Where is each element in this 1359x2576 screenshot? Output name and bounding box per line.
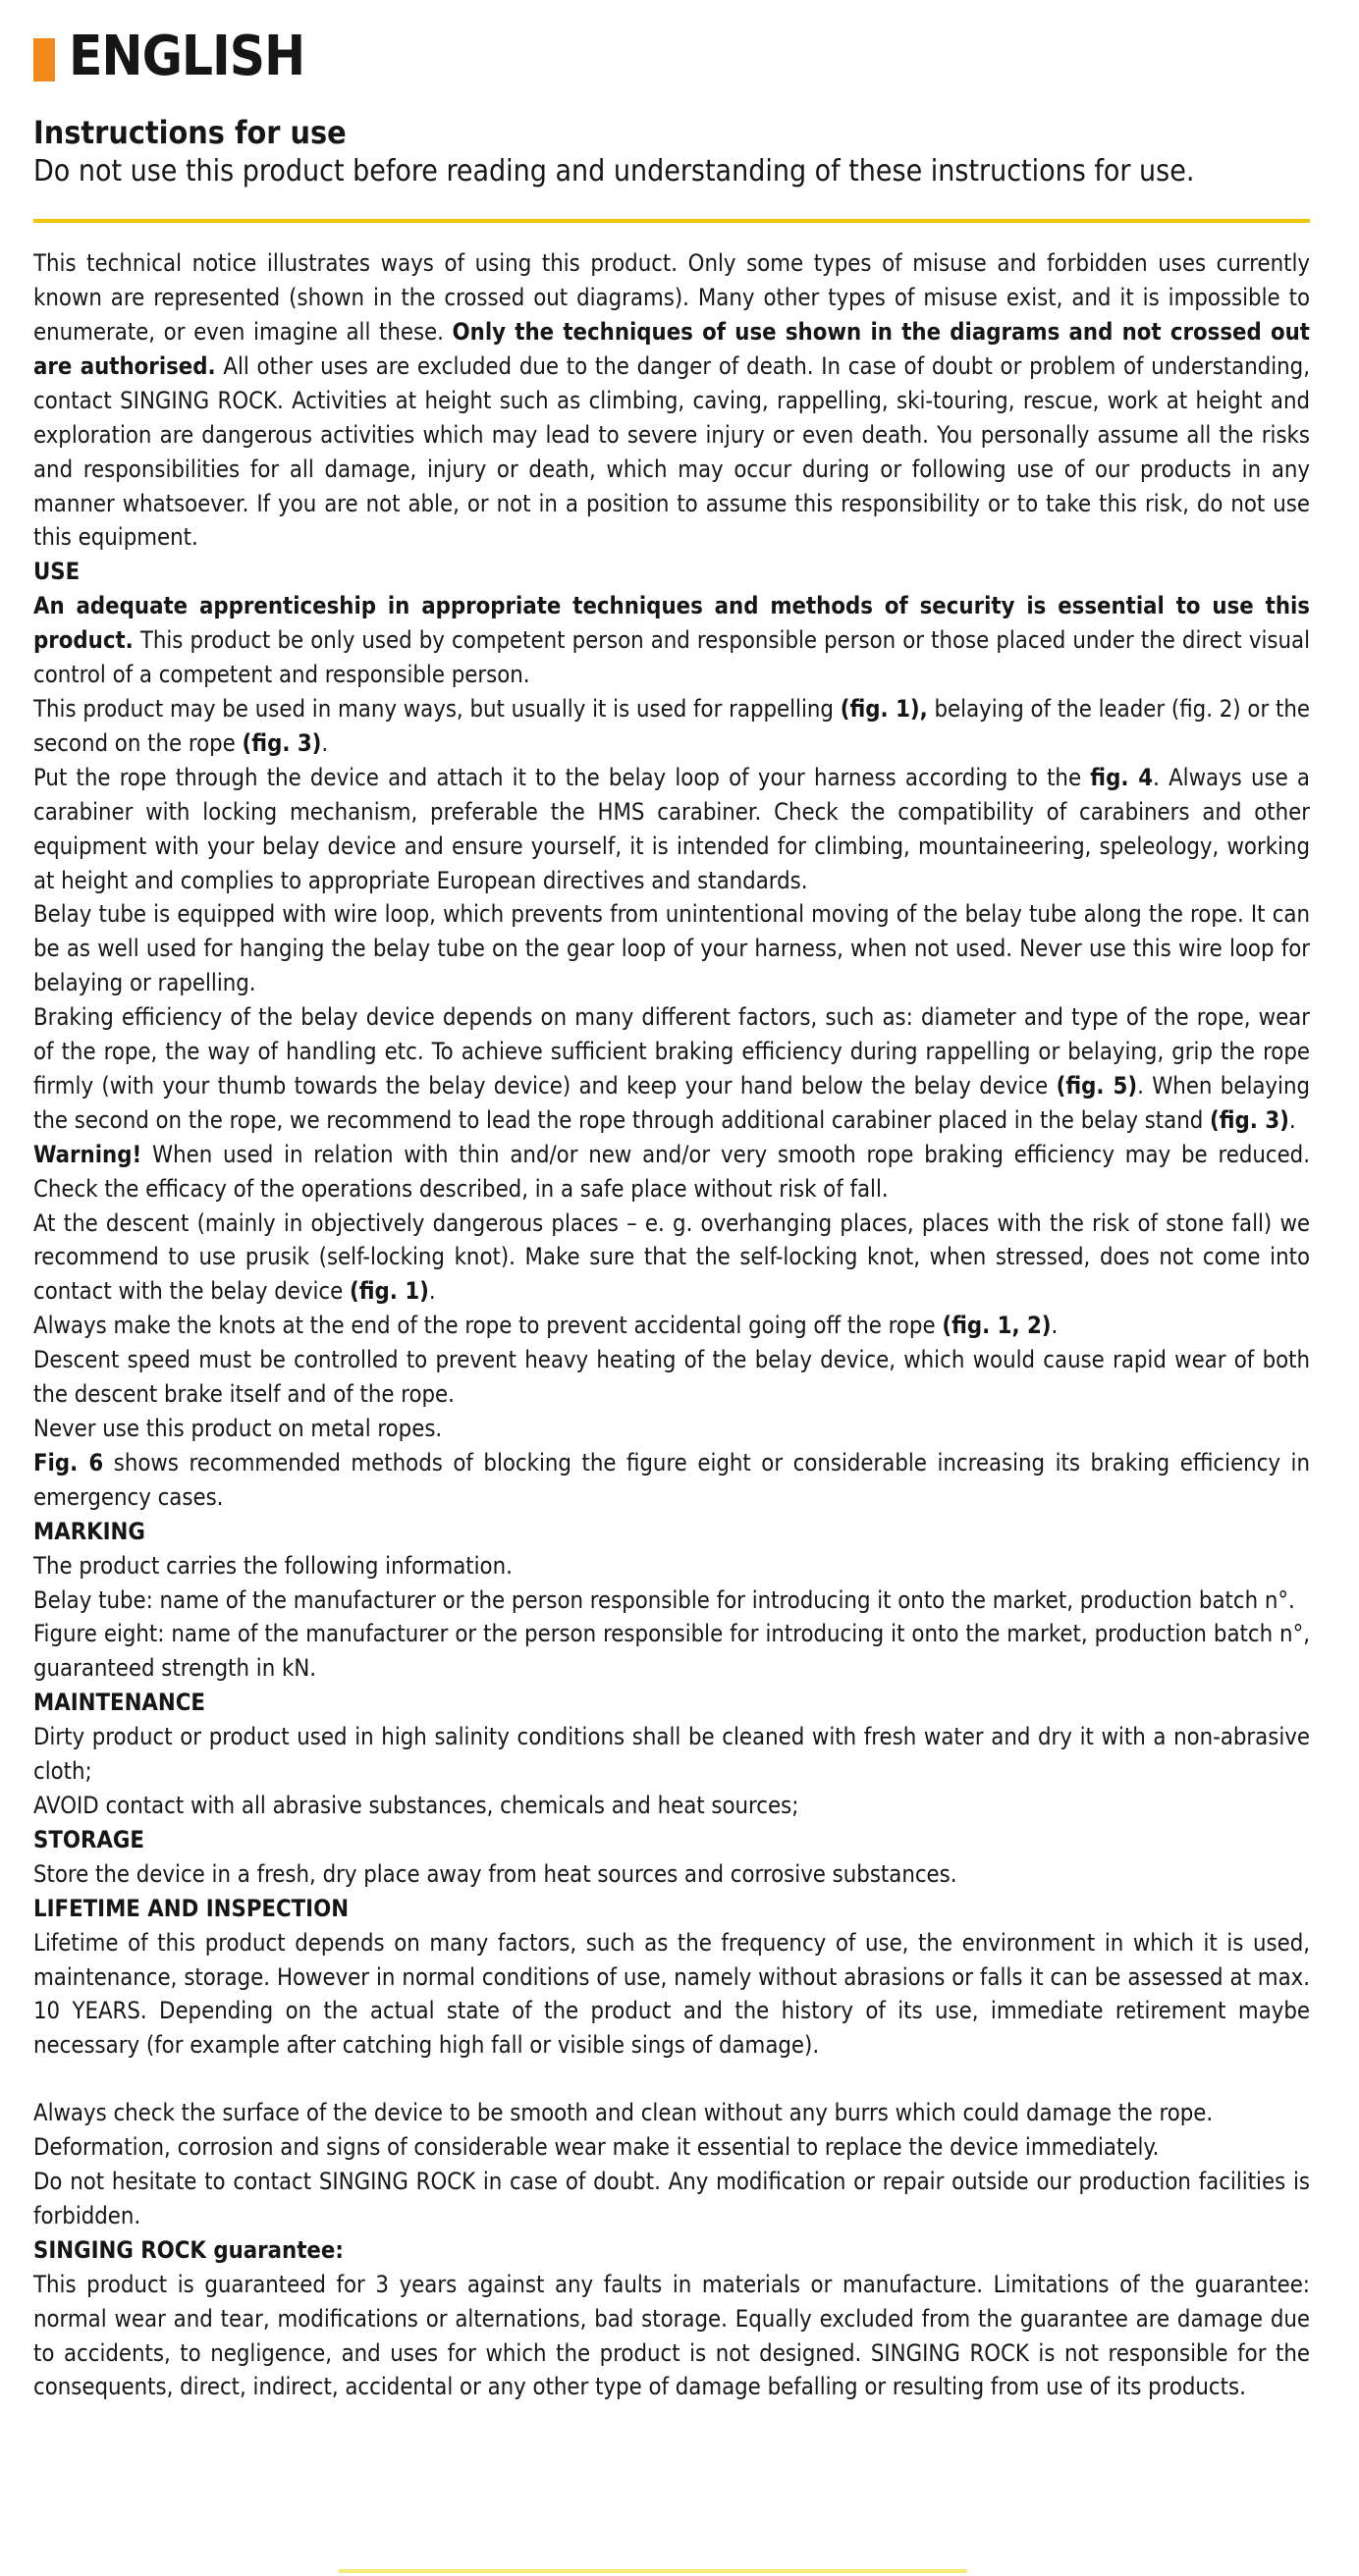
use-heading: USE: [33, 558, 81, 586]
maintenance-paragraph-1: Dirty product or product used in high salinity conditions shall be cleaned with fresh water and dry it with a non-abrasive cloth;: [33, 1723, 1310, 1786]
bottom-divider: [339, 2569, 967, 2573]
use-paragraph-11: Fig. 6 shows recommended methods of blocking the figure eight or considerable increasing its braking efficiency in emergency cases.: [33, 1448, 1310, 1511]
lifetime-paragraph-3: Deformation, corrosion and signs of considerable wear make it essential to replace the device immediately.: [33, 2133, 1160, 2162]
document-title: Instructions for use: [33, 114, 347, 151]
intro-paragraph: This technical notice illustrates ways of using this product. Only some types of misuse and forbidden uses currently known are represented (shown in the crossed out diagrams). Many other types of misuse exist, and it is impossible to enumerate, or even imagine all these. Only the techniques of use shown in the diagrams and not crossed out are authorised. All other uses are excluded due to the danger of death. In case of doubt or problem of understanding, contact SINGING ROCK. Activities at height such as climbing, caving, rappelling, ski-touring, rescue, work at height and exploration are dangerous activities which may lead to severe injury or even death. You personally assume all the risks and responsibilities for all damage, injury or death, which may occur during or following use of our products in any manner whatsoever. If you are not able, or not in a position to assume this responsibility or to take this risk, do not use this equipment.: [33, 249, 1310, 552]
document-body: [33, 246, 1310, 2404]
use-paragraph-9: Descent speed must be controlled to prevent heavy heating of the belay device, which would cause rapid wear of both the descent brake itself and of the rope.: [33, 1346, 1310, 1409]
lifetime-paragraph-4: Do not hesitate to contact SINGING ROCK in case of doubt. Any modification or repair outside our production facilities is forbidden.: [33, 2168, 1310, 2229]
use-paragraph-1: An adequate apprenticeship in appropriate techniques and methods of security is essential to use this product. This product be only used by competent person and responsible person or those placed under the direct visual control of a competent and responsible person.: [33, 592, 1310, 689]
lifetime-paragraph-1: Lifetime of this product depends on many factors, such as the frequency of use, the environment in which it is used, maintenance, storage. However in normal conditions of use, namely without abrasions or falls it can be assessed at max. 10 YEARS. Depending on the actual state of the product and the history of its use, immediate retirement maybe necessary (for example after catching high fall or visible sings of damage).: [33, 1928, 1310, 2060]
storage-heading: STORAGE: [33, 1825, 144, 1853]
header-divider: [33, 219, 1310, 223]
use-paragraph-3: Put the rope through the device and attach it to the belay loop of your harness according to the fig. 4. Always use a carabiner with locking mechanism, preferable the HMS carabiner. Check the compatibility of carabiners and other equipment with your belay device and ensure yourself, it is intended for climbing, mountaineering, speleology, working at height and complies to appropriate European directives and standards.: [33, 763, 1310, 894]
language-accent-bar: [33, 38, 55, 81]
use-paragraph-2: This product may be used in many ways, but usually it is used for rappelling (fig. 1), belaying of the leader (fig. 2) or the second on the rope (fig. 3).: [33, 694, 1310, 757]
storage-paragraph-1: Store the device in a fresh, dry place away from heat sources and corrosive substances.: [33, 1859, 957, 1888]
use-paragraph-5: Braking efficiency of the belay device depends on many different factors, such as: diameter and type of the rope, wear of the rope, the way of handling etc. To achieve sufficient braking efficiency during rappelling or belaying, grip the rope firmly (with your thumb towards the belay device) and keep your hand below the belay device (fig. 5). When belaying the second on the rope, we recommend to lead the rope through additional carabiner placed in the belay stand (fig. 3).: [33, 1003, 1311, 1134]
use-paragraph-6: Warning! When used in relation with thin and/or new and/or very smooth rope braking efficiency may be reduced. Check the efficacy of the operations described, in a safe place without risk of fall.: [33, 1140, 1310, 1203]
lifetime-paragraph-2: Always check the surface of the device to be smooth and clean without any burrs which could damage the rope.: [33, 2099, 1214, 2127]
guarantee-heading: SINGING ROCK guarantee:: [33, 2235, 344, 2264]
use-paragraph-8: Always make the knots at the end of the rope to prevent accidental going off the rope (fig. 1, 2).: [33, 1312, 1059, 1340]
marking-paragraph-1: The product carries the following information.: [33, 1551, 513, 1580]
maintenance-paragraph-2: AVOID contact with all abrasive substances, chemicals and heat sources;: [33, 1791, 799, 1819]
language-title: ENGLISH: [69, 25, 305, 88]
marking-paragraph-3: Figure eight: name of the manufacturer or the person responsible for introducing it onto the market, production batch n°, guaranteed strength in kN.: [33, 1620, 1310, 1683]
marking-paragraph-2: Belay tube: name of the manufacturer or the person responsible for introducing it onto the market, production batch n°.: [33, 1585, 1295, 1614]
use-paragraph-7: At the descent (mainly in objectively dangerous places – e. g. overhanging places, places with the risk of stone fall) we recommend to use prusik (self-locking knot). Make sure that the self-locking knot, when stressed, does not come into contact with the belay device (fig. 1).: [33, 1208, 1310, 1306]
maintenance-heading: MAINTENANCE: [33, 1689, 205, 1717]
language-heading: [33, 22, 1310, 92]
use-paragraph-10: Never use this product on metal ropes.: [33, 1415, 443, 1442]
use-paragraph-4: Belay tube is equipped with wire loop, which prevents from unintentional moving of the belay tube along the rope. It can be as well used for hanging the belay tube on the gear loop of your harness, when not used. Never use this wire loop for belaying or rapelling.: [33, 900, 1310, 997]
document-warning: Do not use this product before reading and understanding of these instructions for use.: [33, 154, 1195, 189]
lifetime-heading: LIFETIME AND INSPECTION: [33, 1894, 350, 1922]
guarantee-paragraph-1: This product is guaranteed for 3 years against any faults in materials or manufacture. Limitations of the guarantee: normal wear and tear, modifications or alternations, bad storage. Equally excluded from the guarantee are damage due to accidents, to negligence, and uses for which the product is not designed. SINGING ROCK is not responsible for the consequents, direct, indirect, accidental or any other type of damage befalling or resulting from use of its products.: [33, 2270, 1310, 2401]
marking-heading: MARKING: [33, 1517, 145, 1545]
